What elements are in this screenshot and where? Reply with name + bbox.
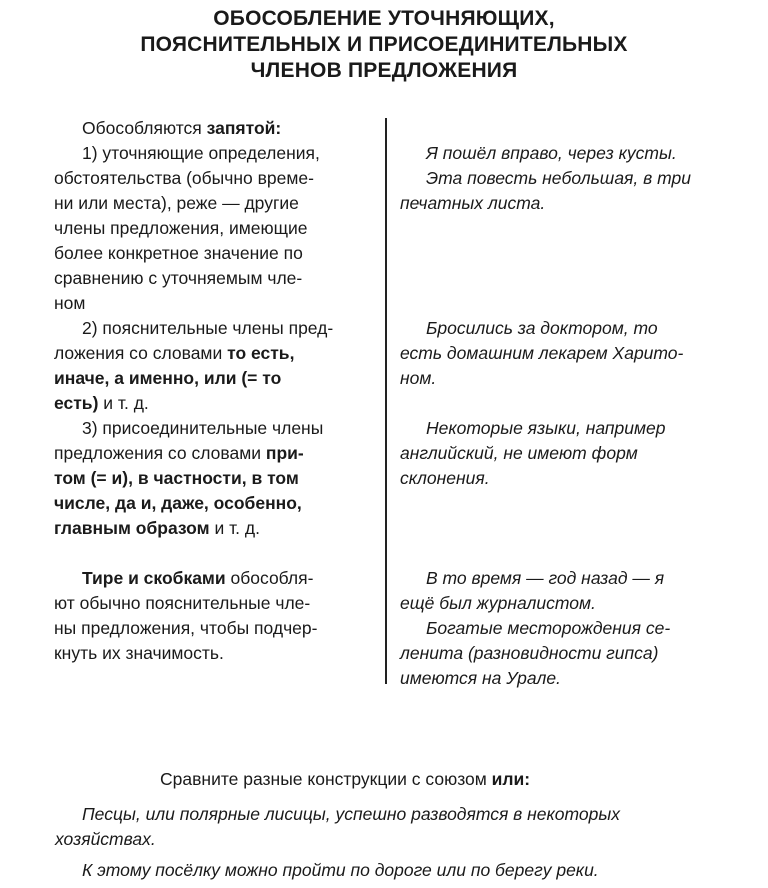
rule-paragraph-1 [54, 141, 372, 316]
example-line: ном. [400, 368, 437, 388]
compare-heading [82, 767, 727, 792]
example-line: ленита (разновидности гипса) [400, 643, 659, 663]
rule-paragraph-2 [54, 316, 372, 416]
rule-p1-line: члены предложения, имеющие [54, 218, 308, 238]
rule-p3-bold: числе, да и, даже, особенно, [54, 493, 302, 513]
rule-p3-text: предложения со словами [54, 443, 266, 463]
rule-p1-line: сравнению с уточняемым чле- [54, 268, 303, 288]
title-line-2: ПОЯСНИТЕЛЬНЫХ И ПРИСОЕДИНИТЕЛЬНЫХ [140, 33, 628, 56]
example-line: ещё был журналистом. [400, 593, 596, 613]
compare-example-line: хозяйствах. [55, 829, 156, 849]
rule-p3-bold: при- [265, 443, 304, 463]
example-4 [400, 566, 725, 691]
rule-p2-line: 2) пояснительные члены пред- [82, 318, 334, 338]
compare-example-line: К этому посёлку можно пройти по дороге или по берегу реки. [82, 860, 599, 880]
title-line-1: ОБОСОБЛЕНИЕ УТОЧНЯЮЩИХ, [213, 7, 555, 30]
example-line: Бросились за доктором, то [426, 318, 658, 338]
rule-p1-line: ном [54, 293, 86, 313]
compare-example-2 [82, 858, 727, 883]
compare-text: Сравните разные конструкции с союзом [160, 769, 492, 789]
rule-p1-line: ни или места), реже — другие [54, 193, 299, 213]
title-line-3: ЧЛЕНОВ ПРЕДЛОЖЕНИЯ [250, 59, 518, 82]
rule-p3-line: 3) присоединительные члены [82, 418, 324, 438]
column-divider [385, 118, 387, 684]
example-3 [400, 416, 725, 491]
example-line: Я пошёл вправо, через кусты. [426, 143, 677, 163]
rule-paragraph-4 [54, 566, 372, 666]
rule-p4-line: ют обычно пояснительные чле- [54, 593, 311, 613]
example-line: склонения. [400, 468, 490, 488]
example-line: печатных листа. [400, 193, 546, 213]
rule-p4-line: кнуть их значимость. [54, 643, 224, 663]
rule-p1-line: обстоятельства (обычно време- [54, 168, 314, 188]
rule-p4-line: ны предложения, чтобы подчер- [54, 618, 318, 638]
rule-p2-bold: то есть, [227, 343, 295, 363]
rule-p1-line: более конкретное значение по [54, 243, 303, 263]
rule-intro-text: Обособляются [82, 118, 207, 138]
example-line: Богатые месторождения се- [426, 618, 671, 638]
rule-p3-bold: том (= и), в частности, в том [54, 468, 299, 488]
compare-bold: или: [491, 769, 531, 789]
rule-intro [82, 116, 372, 141]
rule-intro-bold: запятой: [206, 118, 282, 138]
example-line: Некоторые языки, например [426, 418, 666, 438]
compare-example-1 [55, 802, 727, 852]
rule-p4-bold: Тире и скобками [82, 568, 226, 588]
example-line: В то время — год назад — я [426, 568, 665, 588]
example-line: есть домашним лекарем Харито- [400, 343, 684, 363]
rule-p2-bold: есть) [54, 393, 99, 413]
example-line: английский, не имеют форм [400, 443, 638, 463]
rule-p2-bold: иначе, а именно, или (= то [54, 368, 282, 388]
example-line: Эта повесть небольшая, в три [426, 168, 691, 188]
rule-p3-bold: главным образом [54, 518, 210, 538]
rule-p1-line: 1) уточняющие определения, [82, 143, 320, 163]
example-line: имеются на Урале. [400, 668, 561, 688]
example-1 [400, 141, 725, 216]
rule-p2-text: ложения со словами [54, 343, 228, 363]
rule-p4-text: обособля- [225, 568, 314, 588]
compare-example-line: Песцы, или полярные лисицы, успешно разводятся в некоторых [82, 804, 620, 824]
page-title [0, 6, 768, 84]
rule-p2-text: и т. д. [98, 393, 149, 413]
rule-paragraph-3 [54, 416, 372, 541]
example-2 [400, 316, 725, 391]
rule-p3-text: и т. д. [209, 518, 260, 538]
